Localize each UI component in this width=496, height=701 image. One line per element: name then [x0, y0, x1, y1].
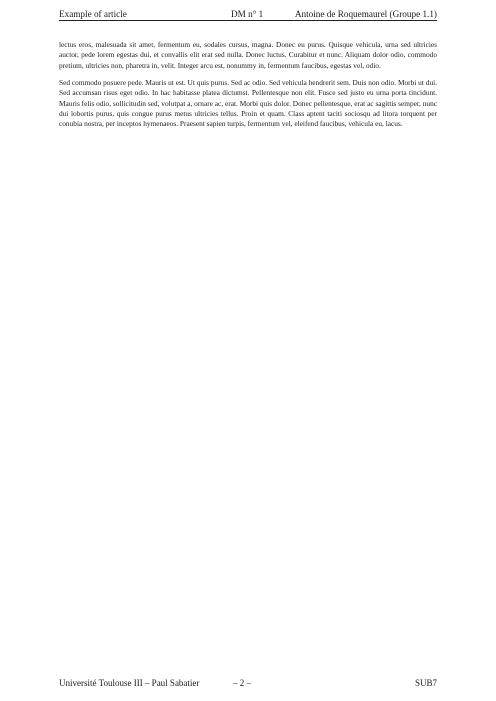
page-header	[59, 8, 437, 21]
header-author: Antoine de Roquemaurel (Groupe 1.1)	[294, 9, 437, 19]
footer-university: Université Toulouse III – Paul Sabatier	[59, 678, 200, 688]
body-paragraph: Sed commodo posuere pede. Mauris ut est. Ut quis purus. Sed ac odio. Sed vehicula hendrerit sem. Duis non odio. Morbi ut dui. Sed accumsan risus eget odio. In hac habitasse platea dictumst. Pellentesque non elit. Fusce sed justo eu urna porta tincidunt. Mauris felis odio, sollicitudin sed, volutpat a, ornare ac, erat. Morbi quis dolor. Donec pellentesque, erat ac sagittis semper, nunc dui lobortis purus, quis congue purus metus ultricies tellus. Proin et quam. Class aptent taciti sociosqu ad litora torquent per conubia nostra, per inceptos hymenaeos. Praesent sapien turpis, fermentum vel, eleifend faucibus, vehicula eu, lacus.	[59, 77, 437, 129]
header-document-type: Example of article	[59, 9, 127, 19]
header-assignment-number: DM n° 1	[231, 9, 264, 19]
body-paragraph: lectus eros, malesuada sit amet, fermentum eu, sodales cursus, magna. Donec eu purus. Quisque vehicula, urna sed ultricies auctor, pede lorem egestas dui, et convallis elit erat sed nulla. Donec luctus. Curabitur et nunc. Aliquam dolor odio, commodo pretium, ultricies non, pharetra in, velit. Integer arcu est, nonummy in, fermentum faucibus, egestas vel, odio.	[59, 40, 437, 70]
footer-page-number: – 2 –	[233, 678, 251, 688]
article-body	[59, 40, 437, 136]
footer-course-code: SUB7	[414, 678, 437, 688]
page-footer	[59, 677, 437, 689]
